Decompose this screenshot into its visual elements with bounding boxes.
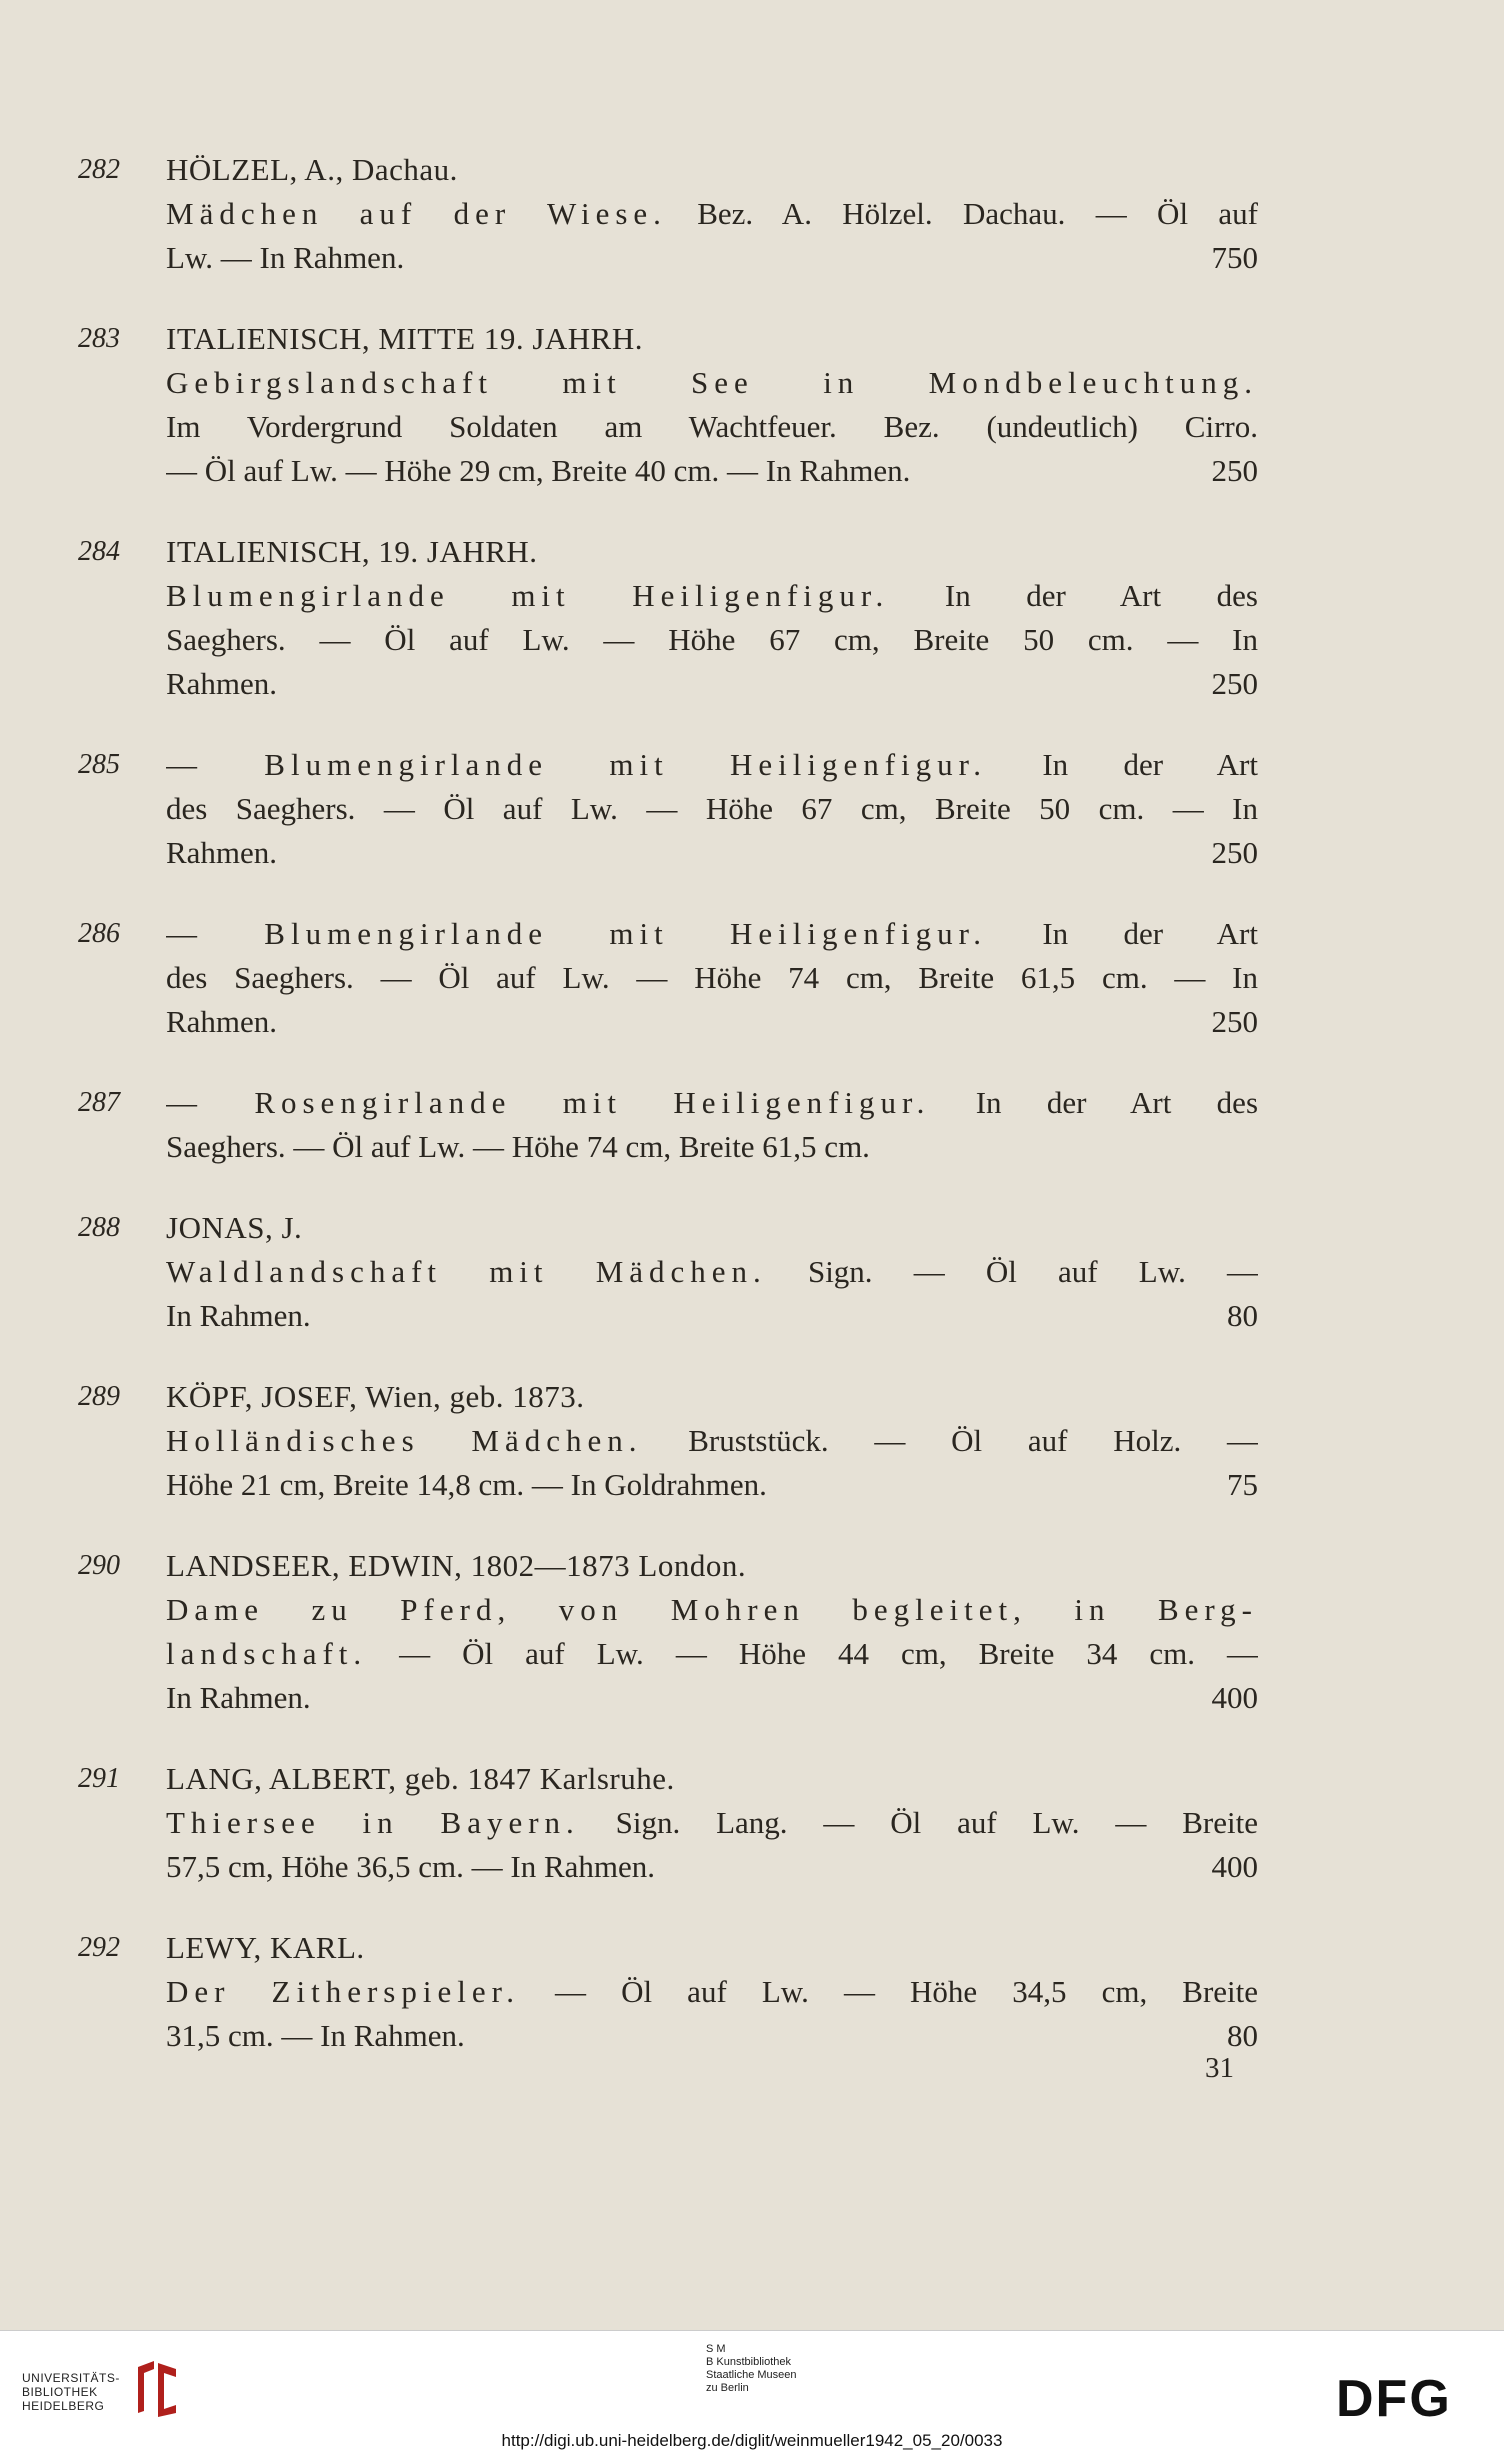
lot-number: 291	[78, 1763, 120, 1794]
catalog-entry	[78, 1926, 1258, 2058]
description-line	[166, 956, 1258, 1000]
description-text: — Öl auf Lw. — Höhe 34,5 cm, Breite	[519, 1974, 1258, 2009]
description-line	[166, 1000, 1258, 1044]
kunstbibliothek-label[interactable]	[706, 2343, 797, 2395]
lot-number: 286	[78, 918, 120, 949]
artwork-title: Waldlandschaft mit Mädchen.	[166, 1254, 767, 1289]
artwork-title: landschaft.	[166, 1636, 368, 1671]
lot-number: 288	[78, 1212, 120, 1243]
uni-line: HEIDELBERG	[22, 2399, 105, 2413]
estimate-price: 80	[1227, 1298, 1258, 1333]
catalog-entry	[78, 1544, 1258, 1720]
title-line	[166, 1250, 1258, 1294]
artist-heading: LANDSEER, EDWIN, 1802—1873 London.	[166, 1548, 747, 1583]
estimate-price: 750	[1211, 240, 1258, 275]
catalog-entry	[78, 1757, 1258, 1889]
sm-line: S M	[706, 2343, 726, 2355]
catalog-entry	[78, 530, 1258, 706]
footer-bar	[0, 2330, 1504, 2452]
lot-number: 289	[78, 1381, 120, 1412]
estimate-price: 400	[1211, 1680, 1258, 1715]
source-url-link[interactable]: http://digi.ub.uni-heidelberg.de/diglit/weinmueller1942_05_20/0033	[501, 2431, 1003, 2450]
description-text: Höhe 21 cm, Breite 14,8 cm. — In Goldrahmen.	[166, 1467, 767, 1502]
description-text: Lw. — In Rahmen.	[166, 240, 405, 275]
description-line	[166, 1294, 1258, 1338]
description-text: 31,5 cm. — In Rahmen.	[166, 2018, 465, 2053]
estimate-price: 250	[1211, 666, 1258, 701]
description-line	[166, 831, 1258, 875]
artwork-title: — Rosengirlande mit Heiligenfigur.	[166, 1085, 931, 1120]
description-text: In der Art des	[930, 1085, 1258, 1120]
artwork-title: Der Zitherspieler.	[166, 1974, 520, 2009]
title-line	[166, 1632, 1258, 1676]
description-text: des Saeghers. — Öl auf Lw. — Höhe 67 cm, Breite 50 cm. — In	[166, 791, 1258, 826]
catalog-entries	[78, 148, 1258, 2095]
artwork-title: — Blumengirlande mit Heiligenfigur.	[166, 747, 988, 782]
description-line	[166, 405, 1258, 449]
estimate-price: 250	[1211, 1004, 1258, 1039]
description-text: Saeghers. — Öl auf Lw. — Höhe 67 cm, Breite 50 cm. — In	[166, 622, 1258, 657]
description-text: In der Art des	[889, 578, 1258, 613]
description-text: In der Art	[987, 747, 1258, 782]
description-text: Im Vordergrund Soldaten am Wachtfeuer. Bez. (undeutlich) Cirro.	[166, 409, 1258, 444]
description-text: In Rahmen.	[166, 1680, 311, 1715]
sm-line: zu Berlin	[706, 2382, 749, 2394]
artwork-title: Blumengirlande mit Heiligenfigur.	[166, 578, 890, 613]
description-line	[166, 1845, 1258, 1889]
lot-number: 282	[78, 154, 120, 185]
title-line	[166, 1801, 1258, 1845]
estimate-price: 400	[1211, 1849, 1258, 1884]
artist-heading: JONAS, J.	[166, 1210, 303, 1245]
estimate-price: 250	[1211, 835, 1258, 870]
description-line	[166, 1463, 1258, 1507]
title-line	[166, 1970, 1258, 2014]
sm-line: Staatliche Museen	[706, 2369, 797, 2381]
description-line	[166, 449, 1258, 493]
catalog-entry	[78, 1375, 1258, 1507]
description-text: Sign. Lang. — Öl auf Lw. — Breite	[579, 1805, 1258, 1840]
catalog-entry	[78, 148, 1258, 280]
title-line	[166, 1081, 1258, 1125]
description-text: Saeghers. — Öl auf Lw. — Höhe 74 cm, Breite 61,5 cm.	[166, 1129, 870, 1164]
artwork-title: Holländisches Mädchen.	[166, 1423, 643, 1458]
artist-heading: ITALIENISCH, MITTE 19. JAHRH.	[166, 321, 643, 356]
description-text: In der Art	[987, 916, 1258, 951]
description-text: — Öl auf Lw. — Höhe 29 cm, Breite 40 cm. — In Rahmen.	[166, 453, 911, 488]
description-line	[166, 787, 1258, 831]
catalog-entry	[78, 317, 1258, 493]
description-text: Bruststück. — Öl auf Holz. —	[642, 1423, 1258, 1458]
description-line	[166, 236, 1258, 280]
description-text: Rahmen.	[166, 1004, 278, 1039]
title-line	[166, 743, 1258, 787]
uni-line: BIBLIOTHEK	[22, 2385, 98, 2399]
description-text: Rahmen.	[166, 835, 278, 870]
description-text: In Rahmen.	[166, 1298, 311, 1333]
title-line	[166, 361, 1258, 405]
estimate-price: 75	[1227, 1467, 1258, 1502]
uni-line: UNIVERSITÄTS-	[22, 2371, 120, 2385]
description-line	[166, 662, 1258, 706]
description-text: 57,5 cm, Höhe 36,5 cm. — In Rahmen.	[166, 1849, 656, 1884]
artist-heading: HÖLZEL, A., Dachau.	[166, 152, 458, 187]
lot-number: 284	[78, 536, 120, 567]
title-line	[166, 1588, 1258, 1632]
catalog-entry	[78, 912, 1258, 1044]
description-text: — Öl auf Lw. — Höhe 44 cm, Breite 34 cm. —	[367, 1636, 1258, 1671]
sm-line: B Kunstbibliothek	[706, 2356, 791, 2368]
artist-heading: LEWY, KARL.	[166, 1930, 365, 1965]
artwork-title: Mädchen auf der Wiese.	[166, 196, 667, 231]
description-text: des Saeghers. — Öl auf Lw. — Höhe 74 cm, Breite 61,5 cm. — In	[166, 960, 1258, 995]
catalog-entry	[78, 1081, 1258, 1169]
page-number: 31	[1205, 2052, 1234, 2084]
description-text: Sign. — Öl auf Lw. —	[766, 1254, 1258, 1289]
university-library-label[interactable]	[22, 2371, 120, 2413]
title-line	[166, 1419, 1258, 1463]
description-line	[166, 2014, 1258, 2058]
title-line	[166, 912, 1258, 956]
lot-number: 283	[78, 323, 120, 354]
catalog-entry	[78, 743, 1258, 875]
artwork-title: Dame zu Pferd, von Mohren begleitet, in Berg-	[166, 1592, 1258, 1627]
catalog-entry	[78, 1206, 1258, 1338]
title-line	[166, 574, 1258, 618]
estimate-price: 80	[1227, 2018, 1258, 2053]
description-line	[166, 1125, 1258, 1169]
artwork-title: Thiersee in Bayern.	[166, 1805, 580, 1840]
lot-number: 292	[78, 1932, 120, 1963]
lot-number: 285	[78, 749, 120, 780]
lot-number: 287	[78, 1087, 120, 1118]
heidelberg-logo-icon[interactable]	[134, 2359, 180, 2417]
dfg-logo[interactable]: DFG	[1336, 2370, 1452, 2428]
artist-heading: ITALIENISCH, 19. JAHRH.	[166, 534, 538, 569]
artwork-title: — Blumengirlande mit Heiligenfigur.	[166, 916, 988, 951]
description-text: Bez. A. Hölzel. Dachau. — Öl auf	[666, 196, 1258, 231]
artist-heading: LANG, ALBERT, geb. 1847 Karlsruhe.	[166, 1761, 675, 1796]
artist-heading: KÖPF, JOSEF, Wien, geb. 1873.	[166, 1379, 585, 1414]
description-text: Rahmen.	[166, 666, 278, 701]
artwork-title: Gebirgslandschaft mit See in Mondbeleuchtung.	[166, 365, 1258, 400]
title-line	[166, 192, 1258, 236]
estimate-price: 250	[1211, 453, 1258, 488]
lot-number: 290	[78, 1550, 120, 1581]
description-line	[166, 618, 1258, 662]
description-line	[166, 1676, 1258, 1720]
